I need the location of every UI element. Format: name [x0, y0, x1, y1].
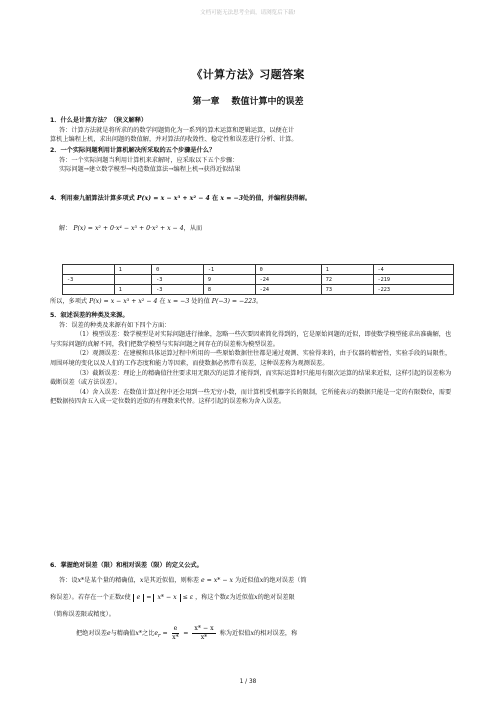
table-row: [63, 275, 454, 285]
q6-text: 为近似值: [234, 577, 260, 584]
question-5-paragraph-4: （4）舍入误差：在数值计算过程中还会用到一些无穷小数，而计算机受机器字长的限制，它所能表示的数据只能是一定的有限数位，需要把数据按四舍五入成一定位数的近似的有理数来代替。这样引起的误差称为舍入误差。: [50, 388, 452, 406]
question-2-heading: 2．一个实际问题利用计算机解决所采取的五个步骤是什么？: [50, 147, 216, 154]
conclusion-end: 。: [256, 298, 263, 305]
q6-text: 答：设: [59, 577, 78, 584]
table-cell: -219: [373, 275, 454, 285]
table-cell: 9: [203, 275, 255, 285]
q6-text: 是其近似值，则称差: [143, 577, 200, 584]
exact-value-symbol: x*: [135, 630, 142, 637]
conclusion-value: P(−3) = −223: [211, 298, 257, 305]
table-cell: 0: [152, 265, 204, 275]
solution-expression: P(x) = x² + 0·x⁴ − x³ + 0·x² + x − 4: [73, 224, 184, 232]
table-row: [63, 285, 454, 295]
table-cell: -3: [63, 275, 115, 285]
q6-text: 是某个量的精确值，: [84, 577, 140, 584]
table-row: [63, 265, 454, 275]
epsilon-symbol: ε: [226, 594, 230, 601]
table-cell: -3: [152, 275, 204, 285]
chapter-name: 数值计算中的误差: [231, 97, 304, 107]
table-cell: -24: [255, 275, 321, 285]
q6-symbol: x*: [172, 634, 179, 641]
question-5-paragraph-1: （1）模型误差：数学模型是对实际问题进行抽象，忽略一些次要因素简化得到的，它是原始问题的近似，即使数学模型能求出准确解，也与实际问题的真解不同，我们把数学模型与实际问题之间存在的误差称为模型误差。: [50, 331, 452, 348]
table-cell: 1: [114, 265, 151, 275]
q6-text: 的绝对误差限: [257, 594, 295, 601]
question-6-line1: [50, 572, 456, 589]
q6-text: ，称这个数: [195, 594, 226, 601]
abs-bars: [153, 594, 180, 602]
table-cell: [63, 265, 115, 275]
conclusion-polynomial: P(x) = x − x³ + x² − 4: [89, 298, 158, 305]
question-1: [50, 116, 456, 145]
conclusion-mid: 在: [159, 298, 166, 305]
fraction-e-over-xstar: [172, 625, 180, 642]
solution-tail: ，从而: [183, 224, 203, 232]
document-title: 《计算方法》习题答案: [191, 68, 305, 81]
question-1-answer-line1: 答：计算方法就是将所求的的数学问题简化为一系列的算术运算和逻辑运算，以便在计: [59, 126, 295, 134]
question-4: [50, 194, 456, 233]
q6-symbol: x* − x: [194, 625, 214, 632]
q6-text: 与精确值: [110, 630, 136, 637]
approx-value-symbol: x: [254, 594, 258, 601]
relative-error-symbol: e: [154, 630, 158, 637]
q6-text: 称误差）。若存在一个正数: [50, 594, 122, 601]
q6-symbol: e: [173, 625, 178, 632]
question-5-intro: 答：误差的种类及来源有如下四个方面：: [59, 321, 171, 329]
table-cell: -24: [255, 285, 321, 295]
exact-value-symbol: x*: [77, 577, 85, 584]
q6-text: 为近似值: [229, 594, 255, 601]
polynomial-expression: P(x) = x − x³ + x² − 4: [136, 195, 210, 202]
table-cell: 73: [321, 285, 373, 295]
question-1-heading: 1．什么是计算方法？（狭义解释）: [50, 117, 148, 124]
question-6: [50, 560, 456, 647]
absolute-error-formula: e = x* − x: [201, 577, 233, 584]
solution-label: 解：: [59, 224, 72, 232]
q6-text: 的相对误差，称: [254, 630, 298, 637]
table-cell: 1: [321, 265, 373, 275]
question-6-line2: 称误差）。若存在一个正数ε使 e = x* − x ≤ ε ，称这个数ε为近似值x的绝对误差限: [50, 594, 295, 601]
conclusion-pre: 所以，多项式: [50, 298, 88, 305]
error-bound-formula: ≤ ε: [182, 594, 194, 601]
question-4-heading: [50, 194, 456, 204]
conclusion-mid2: 处的值: [191, 298, 210, 305]
table-cell: -4: [373, 265, 454, 275]
question-5-paragraph-2: （2）观测误差：在建模和具体运算过程中所用的一些原始数据往往都是通过观测、实验得来的，由于仪器的精密性，实验手段的局限性，周围环境的变化以及人们的工作态度和能力等因素，而使数据必然带有误差，这种误差称为观测误差。: [50, 350, 452, 367]
question-4-heading-pre: 4．利用秦九韶算法计算多项式: [50, 195, 135, 202]
q6-symbol: e: [136, 594, 141, 601]
q6-symbol: r: [158, 633, 161, 640]
horner-scheme-table: [62, 264, 454, 295]
table-cell: -223: [373, 285, 454, 295]
table-cell: 72: [321, 275, 373, 285]
question-4-solution: [50, 224, 456, 234]
approx-value-symbol: x: [259, 577, 264, 584]
table-cell: [63, 285, 115, 295]
approx-value-symbol: x: [139, 577, 144, 584]
question-4-conclusion: [50, 297, 456, 307]
q6-text: 称为近似值: [219, 630, 251, 637]
q6-symbol: x*: [200, 634, 208, 641]
table-cell: 1: [114, 285, 151, 295]
question-2-answer-line1: 答：一个实际问题当利用计算机来求解时，应采取以下五个步骤：: [59, 156, 239, 164]
evaluation-point: x = −3: [220, 195, 244, 202]
table-cell: -1: [203, 265, 255, 275]
conclusion-point: x = −3: [167, 298, 190, 305]
q6-symbol: x* − x: [157, 594, 177, 601]
approx-value-symbol: x: [250, 630, 254, 637]
question-2: [50, 146, 456, 175]
chapter-heading: [0, 94, 496, 107]
question-4-heading-post: 处的值，并编程获得解。: [243, 195, 312, 202]
table-cell: 8: [203, 285, 255, 295]
q6-text: 使: [124, 594, 131, 601]
question-1-answer-line2: 算机上编程上机，求出问题的数值解，并对算法的收敛性、稳定性和误差进行分析、计算。: [50, 136, 298, 144]
table-cell: 0: [255, 265, 321, 275]
question-5-paragraph-3: （3）截断误差：理论上的精确值往往要求用无限次的运算才能得到，而实际运算时只能用有限次运算的结果来近似，这样引起的误差称为截断误差（或方法误差）。: [50, 369, 452, 387]
question-6-heading: 6．掌握绝对误差（限）和相对误差（限）的定义公式。: [50, 562, 203, 569]
error-symbol: e: [106, 630, 111, 637]
abs-bars: [133, 594, 145, 602]
question-4-heading-mid: 在: [212, 195, 219, 202]
question-2-answer-line2: 实际问题→建立数学模型→构造数值算法→编程上机→获得近似结果: [59, 166, 241, 174]
question-6-line3: （简称误差限或精度）。: [50, 611, 115, 618]
fraction-diff-over-xstar: [192, 625, 215, 642]
watermark: 文档可能无法思考全面，请浏览后下载!: [200, 10, 296, 16]
page-number: 1 / 38: [239, 679, 257, 685]
question-6-line4: 把绝对误差e与精确值x*之比$e_r$ = $\frac{e}{x*}$ = $\frac{x* - x}{x*}$ 称为近似值x的相对误差，称: [76, 625, 298, 641]
question-5: [50, 311, 456, 407]
q6-text: 之比: [141, 630, 155, 637]
q6-text: 把绝对误差: [76, 630, 107, 637]
table-cell: [114, 275, 151, 285]
table-cell: -3: [152, 285, 204, 295]
q6-text: 的绝对误差（简: [263, 577, 307, 584]
chapter-label: 第一章: [192, 97, 220, 107]
epsilon-symbol: ε: [121, 594, 125, 601]
question-5-heading: 5．叙述误差的种类及来源。: [50, 312, 129, 319]
